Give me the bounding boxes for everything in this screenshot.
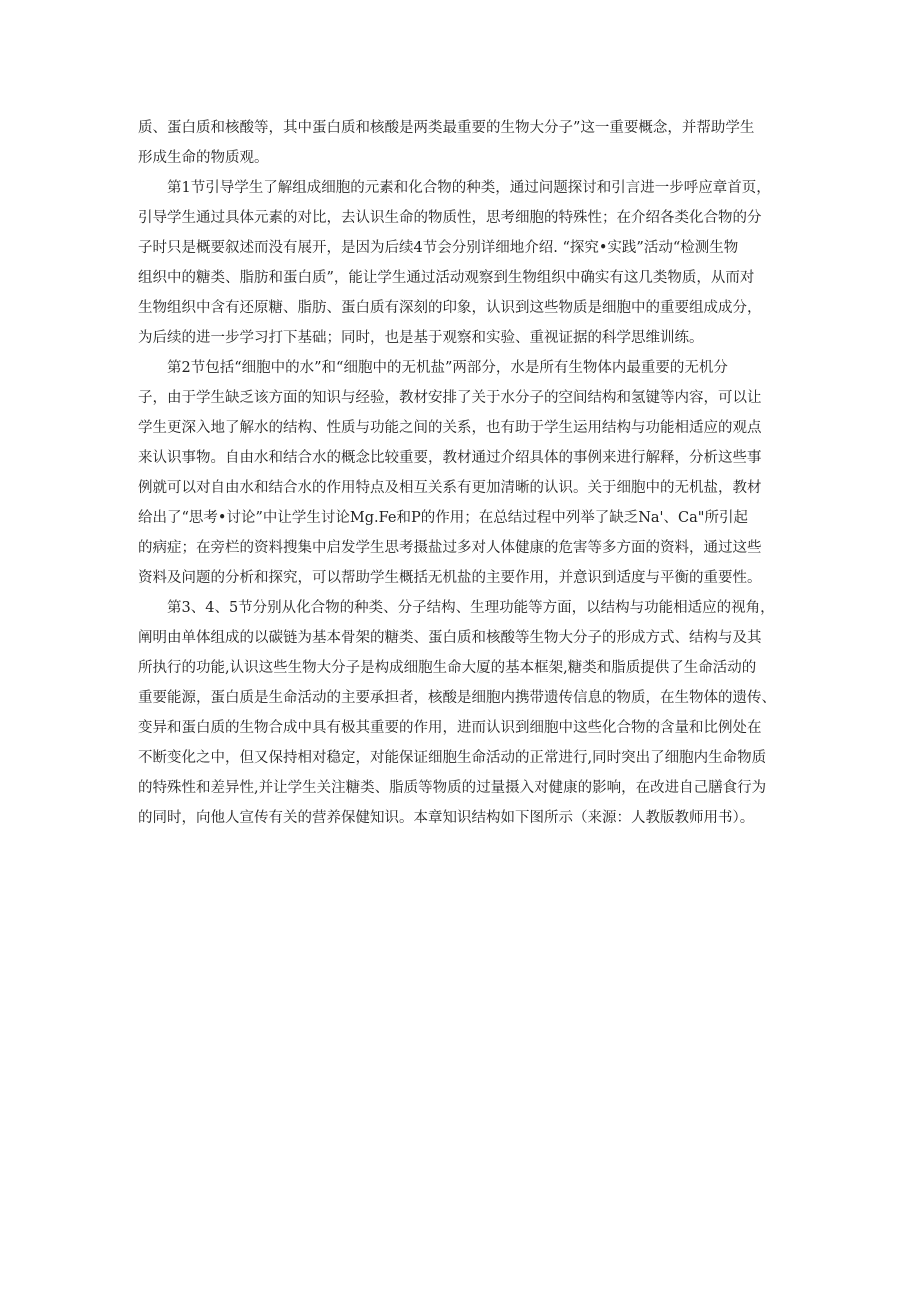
text-line: 不断变化之中，但又保持相对稳定，对能保证细胞生命活动的正常进行,同时突出了细胞内生命物质 bbox=[138, 750, 767, 766]
text-line: 所执行的功能,认识这些生物大分子是构成细胞生命大厦的基本框架,糖类和脂质提供了生命活动的 bbox=[138, 660, 757, 676]
text-line: 重要能源，蛋白质是生命活动的主要承担者，核酸是细胞内携带遗传信息的物质，在生物体的遗传、 bbox=[138, 690, 776, 706]
text-line: 形成生命的物质观。 bbox=[138, 150, 269, 166]
text-line: 给出了“思考•讨论”中让学生讨论Mg.Fe和P的作用；在总结过程中列举了缺乏Na'、Ca"所引起 bbox=[138, 510, 748, 526]
paragraph bbox=[138, 113, 818, 173]
paragraph bbox=[138, 173, 818, 353]
text-line: 阐明由单体组成的以碳链为基本骨架的糖类、蛋白质和核酸等生物大分子的形成方式、结构与及其 bbox=[138, 630, 762, 646]
text-line: 组织中的糖类、脂肪和蛋白质”，能让学生通过活动观察到生物组织中确实有这几类物质，从而对 bbox=[138, 270, 755, 286]
text-line: 第2节包括“细胞中的水”和“细胞中的无机盐”两部分，水是所有生物体内最重要的无机分 bbox=[138, 360, 728, 376]
text-line: 生物组织中含有还原糖、脂肪、蛋白质有深刻的印象，认识到这些物质是细胞中的重要组成成分， bbox=[138, 300, 762, 316]
text-line: 第3、4、5节分别从化合物的种类、分子结构、生理功能等方面，以结构与功能相适应的视角， bbox=[138, 600, 775, 616]
text-line: 例就可以对自由水和结合水的作用特点及相互关系有更加清晰的认识。关于细胞中的无机盐，教材 bbox=[138, 480, 762, 496]
paragraph bbox=[138, 593, 818, 833]
text-line: 质、蛋白质和核酸等，其中蛋白质和核酸是两类最重要的生物大分子”这一重要概念，并帮助学生 bbox=[138, 120, 755, 136]
text-line: 子，由于学生缺乏该方面的知识与经验，教材安排了关于水分子的空间结构和氢键等内容，可以让 bbox=[138, 390, 762, 406]
paragraph bbox=[138, 353, 818, 593]
text-line: 来认识事物。自由水和结合水的概念比较重要，教材通过介绍具体的事例来进行解释，分析这些事 bbox=[138, 450, 762, 466]
text-line: 第1节引导学生了解组成细胞的元素和化合物的种类，通过问题探讨和引言进一步呼应章首页， bbox=[138, 180, 771, 196]
text-line: 子时只是概要叙述而没有展开，是因为后续4节会分别详细地介绍. “探究•实践”活动“检测生物 bbox=[138, 240, 739, 256]
text-line: 的病症；在旁栏的资料搜集中启发学生思考摄盐过多对人体健康的危害等多方面的资料，通过这些 bbox=[138, 540, 762, 556]
text-line: 的同时，向他人宣传有关的营养保健知识。本章知识结构如下图所示（来源：人教版教师用书）。 bbox=[138, 810, 755, 826]
text-line: 为后续的进一步学习打下基础；同时，也是基于观察和实验、重视证据的科学思维训练。 bbox=[138, 330, 704, 346]
text-line: 变异和蛋白质的生物合成中具有极其重要的作用，进而认识到细胞中这些化合物的含量和比例处在 bbox=[138, 720, 762, 736]
text-line: 的特殊性和差异性,并让学生关注糖类、脂质等物质的过量摄入对健康的影响，在改进自己膳食行为 bbox=[138, 780, 767, 796]
text-line: 学生更深入地了解水的结构、性质与功能之间的关系，也有助于学生运用结构与功能相适应的观点 bbox=[138, 420, 762, 436]
document-body bbox=[138, 113, 818, 833]
text-line: 资料及问题的分析和探究，可以帮助学生概括无机盐的主要作用，并意识到适度与平衡的重要性。 bbox=[138, 570, 762, 586]
text-line: 引导学生通过具体元素的对比，去认识生命的物质性，思考细胞的特殊性；在介绍各类化合物的分 bbox=[138, 210, 762, 226]
